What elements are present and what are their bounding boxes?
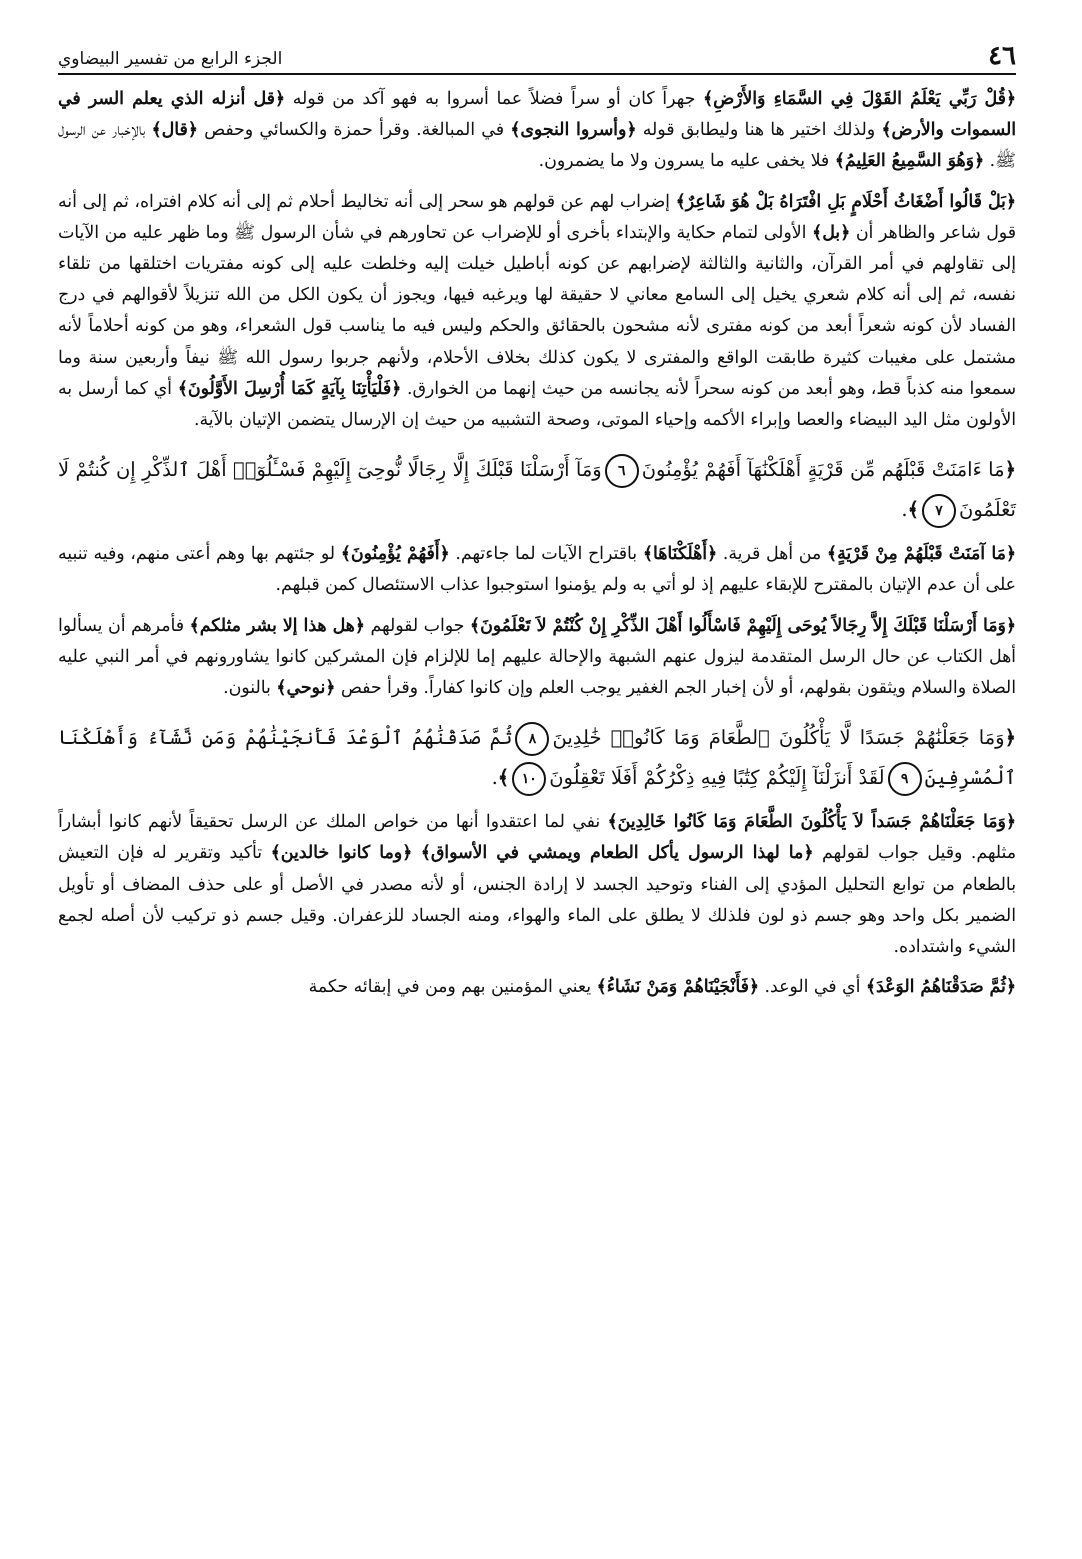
commentary-paragraph (58, 611, 1016, 705)
quote-bracket-open: ﴿ (1005, 615, 1017, 636)
commentary-text: لو جئتهم بها وهم أعتى منهم، وفيه تنبيه على أن عدم الإتيان بالمقترح للإبقاء عليهم إذ لو أتي به ولم يؤمنوا استوجبوا عذاب الاستئصال كمن قبلهم. (58, 544, 1016, 596)
commentary-paragraph (58, 807, 1016, 963)
quote-bracket-close: ﴾ (177, 378, 188, 399)
quote-bracket-close: ﴾ (642, 544, 653, 565)
quote-bracket-close: ﴾ (270, 843, 281, 864)
quote-bracket-close: ﴾ (276, 678, 287, 699)
commentary-paragraph (58, 187, 1016, 437)
quote-bracket-open: ﴿ (354, 615, 365, 636)
quran-quote: هل هذا إلا بشر مثلكم (199, 615, 355, 636)
quran-verse-block (58, 718, 1016, 798)
quran-quote: نوحي (286, 678, 326, 699)
quote-bracket-open: ﴿ (707, 544, 718, 565)
quote-bracket-open: ﴿ (1005, 89, 1017, 109)
quote-bracket-close: ﴾ (596, 977, 607, 998)
page-number: ٤٦ (988, 41, 1016, 71)
quote-bracket-open: ﴿ (973, 151, 985, 172)
quote-bracket-close: ﴾ (826, 544, 838, 565)
quran-quote: قل أنزله الذي يعلم السر في السموات والأرض (58, 89, 1017, 141)
quran-quote: قُلْ رَبِّي يَعْلَمُ القَوْلَ فِي السَّمَاءِ وَالأَرْضِ (713, 89, 1006, 109)
commentary-text: فأمرهم أن يسألوا أهل الكتاب عن حال الرسل المتقدمة ليزول عنهم الشبهة والإحالة عليهم إما للإلزام فإن المشركين كانوا يشاورونهم في أمر النبي عليه الصلاة والسلام ويثقون بقولهم، أو لأن إخبار الجم الغفير يوجب العلم وإن كانوا كفاراً. وقرأ حفص (58, 615, 1016, 699)
quote-bracket-close: ﴾ (834, 151, 845, 172)
commentary-text: تأكيد وتقرير له فإن التعيش بالطعام من توابع التحليل المؤدي إلى الفناء وتوحيد الجسد لا إرادة الجنس، أو لأنه مصدر في الأصل أو على حذف المضاف أو تأويل الضمير بكل واحد وهو جسم ذو لون فلذلك لا يطلق على الماء والهواء، ومنه الجساد للزعفران. وقيل جسم ذو تركيب لأن أصله لجمع الشيء واشتداده. (58, 843, 1016, 958)
commentary-text: جواب لقولهم (364, 615, 470, 636)
quote-bracket-open: ﴿ (1005, 977, 1016, 998)
commentary-text: من أهل قرية. (717, 544, 827, 565)
quran-quote: بَلْ قَالُوا أَضْغَاثُ أَحْلَامٍ بَلِ افْتَرَاهُ بَلْ هُوَ شَاعِرٌ (685, 191, 1006, 212)
quran-quote: وَهُوَ السَّمِيعُ العَلِيمُ (844, 151, 974, 172)
commentary-text: أي كما أرسل به الأولون مثل اليد البيضاء والعصا وإبراء الأكمه وإحياء الموتى، وصحة التشبيه من حيث إن الإرسال يتضمن الإتيان بالآية. (58, 378, 1016, 431)
commentary-text: يعني المؤمنين بهم ومن في إبقائه حكمة (308, 977, 597, 998)
commentary-text (412, 843, 421, 863)
quote-bracket-open: ﴿ (402, 843, 413, 864)
commentary-text: إضراب لهم عن قولهم هو سحر إلى أنه تخاليط أحلام ثم إلى أنه كلام افتراه، ثم إلى أنه قول شاعر والظاهر أن (58, 191, 1016, 243)
quote-bracket-close: ﴾ (675, 191, 686, 212)
commentary-text: بالنون. (223, 678, 277, 699)
ayah-number-marker: ٨ (515, 722, 549, 756)
quote-bracket-close: ﴾ (907, 498, 920, 522)
verse-text: ثُمَّ صَدَقْنَٰهُمُ ٱلْوَعْدَ فَأَنجَيْنَٰهُمْ وَمَن نَّشَآءُ وَأَهْلَكْنَا ٱلْمُسْرِفِينَ (58, 726, 1016, 790)
commentary-text: ولذلك اختير ها هنا وليطابق قوله (636, 120, 882, 141)
quran-quote: قال (161, 120, 188, 141)
commentary-text: الأولى لتمام حكاية والإبتداء بأخرى أو للإضراب عن تحاورهم في شأن الرسول ﷺ وما ظهر عليه من الآيات إلى تقاولهم في أمر القرآن، والثانية والثالثة لإضرابهم عن كونه أباطيل خيلت إليه وخلطت عليه إلى كونه مفتريات اختلقها من تلقاء نفسه، ثم إلى أنه كلام شعري يخيل إلى السامع معاني لا حقيقة لها ويرغبه فيها، ويجوز أن يكون الكل من الله تنزيلاً لأقوالهم في درج الفساد لأن كونه شعراً أبعد من كونه مفترى لأنه مشحون بالحقائق والحكم وليس فيه ما يناسب قول الشعراء، وهو من كونه أحلاماً لأنه مشتمل على مغيبات كثيرة طابقت الواقع والمفترى لا يكون كذلك بخلاف الأحلام، ولأنهم جربوا رسول الله ﷺ نيفاً وأربعين سنة وما سمعوا منه كذباً قط، وهو أبعد من كونه سحراً لأنه يجانسه من حيث إنهما من الخوارق. (58, 222, 1016, 399)
ayah-number-marker: ١٠ (512, 762, 546, 796)
running-title: الجزء الرابع من تفسير البيضاوي (58, 49, 283, 69)
quote-bracket-open: ﴿ (748, 977, 760, 998)
quote-bracket-close: ﴾ (510, 120, 521, 141)
verse-text: وَمَا جَعَلْنَٰهُمْ جَسَدًا لَّا يَأْكُلُونَ ٱلطَّعَامَ وَمَا كَانُوا۟ خَٰلِدِينَ (552, 726, 1005, 750)
verse-text: لَقَدْ أَنزَلْنَآ إِلَيْكُمْ كِتَٰبًا فِيهِ ذِكْرُكُمْ أَفَلَا تَعْقِلُونَ (549, 766, 885, 790)
quote-bracket-close: ﴾ (865, 977, 877, 998)
commentary-text: نفي لما اعتقدوا أنها من خواص الملك عن الرسل تحقيقاً لأنهم كانوا أبشاراً مثلهم. وقيل جواب لقولهم (58, 812, 1016, 864)
quote-bracket-close: ﴾ (151, 120, 162, 141)
quote-bracket-open: ﴿ (803, 843, 814, 864)
commentary-text: أي في الوعد. (759, 977, 866, 998)
quote-bracket-open: ﴿ (1005, 812, 1017, 833)
quran-quote: وَمَا جَعَلْنَاهُمْ جَسَداً لاَ يَأْكُلُونَ الطَّعَامَ وَمَا كَانُوا خَالِدِينَ (617, 812, 1006, 833)
quote-bracket-open: ﴿ (626, 120, 637, 141)
quote-bracket-open: ﴿ (1004, 458, 1016, 482)
quran-quote: وأسروا النجوى (520, 120, 627, 141)
quran-quote: فَأَنْجَيْنَاهُمْ وَمَنْ نَشَاءُ (606, 977, 749, 998)
commentary-text: بالإخبار عن الرسول ﷺ. (58, 120, 1016, 172)
quote-bracket-close: ﴾ (189, 615, 200, 636)
commentary-text: باقتراح الآيات لما جاءتهم. (449, 544, 643, 565)
verse-end: . (901, 498, 908, 522)
quote-bracket-close: ﴾ (812, 222, 823, 243)
quran-quote: ثُمَّ صَدَقْنَاهُمُ الوَعْدَ (876, 977, 1006, 998)
page-header (58, 38, 1016, 75)
commentary-text: في المبالغة. وقرأ حمزة والكسائي وحفص (197, 120, 511, 141)
quote-bracket-open: ﴿ (391, 378, 402, 399)
document-page (58, 38, 1016, 1543)
verse-text: مَا ءَامَنَتْ قَبْلَهُم مِّن قَرْيَةٍ أَهْلَكْنَٰهَآ أَفَهُمْ يُؤْمِنُونَ (641, 458, 1005, 482)
ayah-number-marker: ٦ (605, 454, 639, 488)
quote-bracket-close: ﴾ (469, 615, 481, 636)
quote-bracket-close: ﴾ (881, 120, 892, 141)
quote-bracket-open: ﴿ (1005, 191, 1017, 212)
quote-bracket-open: ﴿ (187, 120, 198, 141)
quran-quote: أَهْلَكْنَاهَا (652, 544, 708, 565)
quran-verse-block (58, 450, 1016, 530)
quote-bracket-open: ﴿ (1004, 726, 1016, 750)
commentary-text: جهراً كان أو سراً فضلاً عما أسروا به فهو آكد من قوله (285, 89, 703, 109)
quote-bracket-close: ﴾ (420, 843, 431, 864)
quote-bracket-open: ﴿ (1005, 544, 1016, 565)
ayah-number-marker: ٧ (922, 494, 956, 528)
commentary-paragraph (58, 539, 1016, 601)
quran-quote: ما لهذا الرسول يأكل الطعام ويمشي في الأسواق (430, 843, 804, 864)
commentary-paragraph (58, 972, 1016, 1003)
quran-quote: وما كانوا خالدين (280, 843, 403, 864)
quote-bracket-open: ﴿ (274, 89, 286, 109)
quran-quote: مَا آمَنَتْ قَبْلَهُمْ مِنْ قَرْيَةٍ (837, 544, 1006, 565)
quran-quote: بل (822, 222, 841, 243)
verse-end: . (491, 766, 498, 790)
quote-bracket-open: ﴿ (439, 544, 450, 565)
commentary-text: فلا يخفى عليه ما يسرون ولا ما يضمرون. (538, 151, 835, 172)
quran-quote: وَمَا أَرْسَلْنَا قَبْلَكَ إِلاَّ رِجَالاً يُوحَى إِلَيْهِمْ فَاسْأَلُوا أَهْلَ الذِّكْرِ إِنْ كُنْتُمْ لاَ تَعْلَمُونَ (480, 615, 1006, 636)
quote-bracket-close: ﴾ (497, 766, 510, 790)
quran-quote: أَفَهُمْ يُؤْمِنُونَ (350, 544, 440, 565)
verse-text: وَمَآ أَرْسَلْنَا قَبْلَكَ إِلَّا رِجَالًا نُّوحِىٓ إِلَيْهِمْ فَسْـَٔلُوٓا۟ أَهْلَ ٱلذِّكْرِ إِن كُنتُمْ لَا تَعْلَمُونَ (58, 458, 1016, 522)
quote-bracket-close: ﴾ (607, 812, 618, 833)
quote-bracket-open: ﴿ (840, 222, 851, 243)
quote-bracket-close: ﴾ (340, 544, 351, 565)
quran-quote: فَلْيَأْتِنَا بِآيَةٍ كَمَا أُرْسِلَ الأَوَّلُونَ (187, 378, 392, 399)
ayah-number-marker: ٩ (888, 762, 922, 796)
quote-bracket-close: ﴾ (702, 89, 714, 109)
quote-bracket-open: ﴿ (325, 678, 336, 699)
commentary-paragraph (58, 84, 1016, 178)
